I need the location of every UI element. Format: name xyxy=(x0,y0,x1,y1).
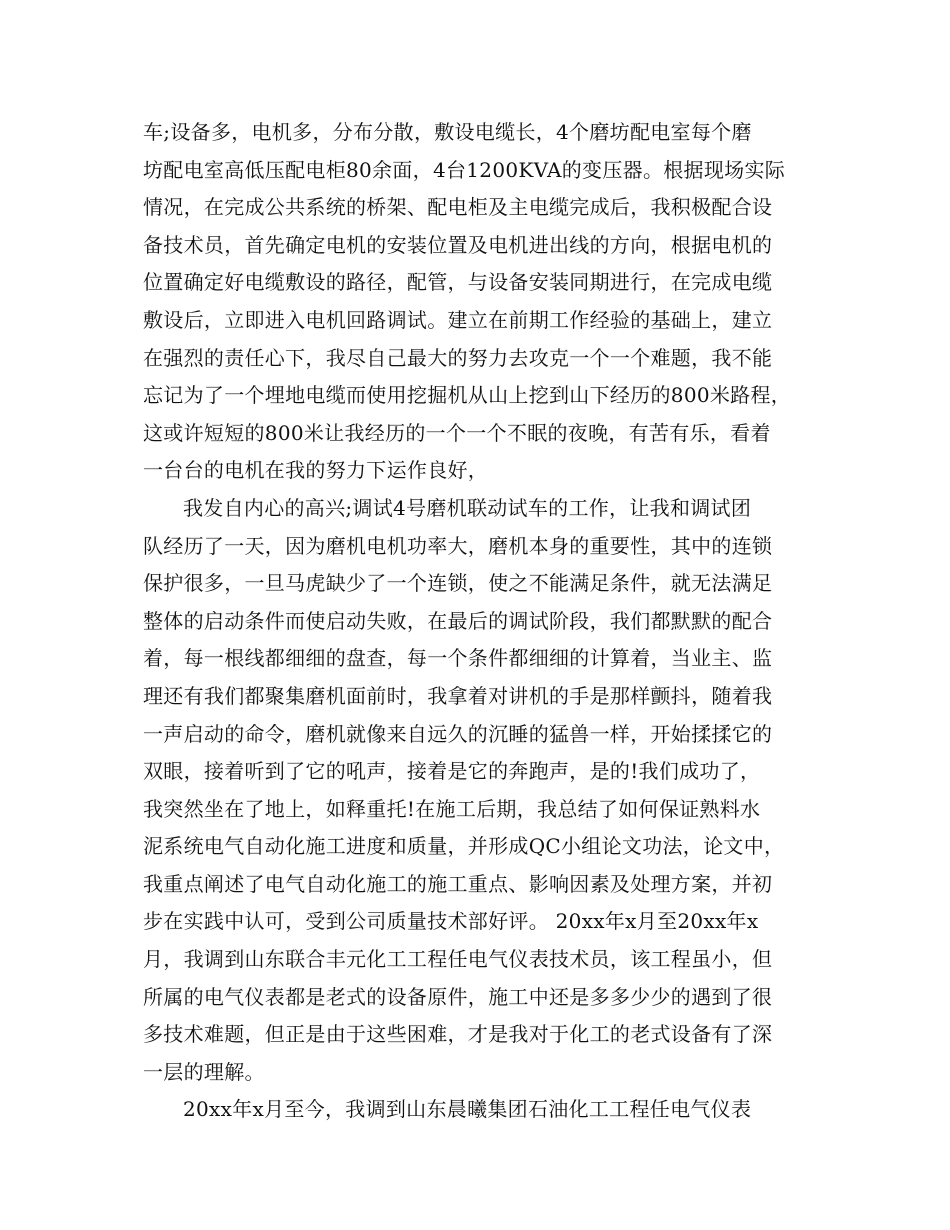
text-line: 步在实践中认可，受到公司质量技术部好评。 20xx年x月至20xx年x xyxy=(143,909,759,934)
text-line: 我突然坐在了地上，如释重托!在施工后期，我总结了如何保证熟料水 xyxy=(143,796,761,821)
paragraph-start-line: 我发自内心的高兴;调试4号磨机联动试车的工作，让我和调试团 xyxy=(183,495,752,520)
text-line: 一声启动的命令，磨机就像来自远久的沉睡的猛兽一样，开始揉揉它的 xyxy=(143,721,773,746)
text-line: 位置确定好电缆敷设的路径，配管，与设备安装同期进行，在完成电缆 xyxy=(143,270,773,295)
text-line: 在强烈的责任心下，我尽自己最大的努力去攻克一个一个难题，我不能 xyxy=(143,345,773,370)
text-line: 我重点阐述了电气自动化施工的施工重点、影响因素及处理方案，并初 xyxy=(143,871,773,896)
text-line: 理还有我们都聚集磨机面前时，我拿着对讲机的手是那样颤抖，随着我 xyxy=(143,683,773,708)
text-line: 坊配电室高低压配电柜80余面，4台1200KVA的变压器。根据现场实际 xyxy=(143,157,786,182)
text-line: 一台台的电机在我的努力下运作良好， xyxy=(143,458,489,483)
text-line: 泥系统电气自动化施工进度和质量，并形成QC小组论文功法，论文中， xyxy=(143,834,785,859)
text-line: 备技术员，首先确定电机的安装位置及电机进出线的方向，根据电机的 xyxy=(143,232,773,257)
text-line: 着，每一根线都细细的盘查，每一个条件都细细的计算着，当业主、监 xyxy=(143,646,773,671)
text-line: 保护很多，一旦马虎缺少了一个连锁，使之不能满足条件，就无法满足 xyxy=(143,571,773,596)
text-line: 多技术难题，但正是由于这些困难，才是我对于化工的老式设备有了深 xyxy=(143,1022,773,1047)
text-line: 敷设后，立即进入电机回路调试。建立在前期工作经验的基础上，建立 xyxy=(143,307,773,332)
text-line: 队经历了一天，因为磨机电机功率大，磨机本身的重要性，其中的连锁 xyxy=(143,533,773,558)
text-line: 情况，在完成公共系统的桥架、配电柜及主电缆完成后，我积极配合设 xyxy=(143,195,773,220)
paragraph-start-line: 20xx年x月至今，我调到山东晨曦集团石油化工工程任电气仪表 xyxy=(183,1097,752,1122)
text-line: 这或许短短的800米让我经历的一个一个不眠的夜晚，有苦有乐，看着 xyxy=(143,420,771,445)
text-line: 双眼，接着听到了它的吼声，接着是它的奔跑声，是的!我们成功了， xyxy=(143,759,761,784)
text-line: 月，我调到山东联合丰元化工工程任电气仪表技术员，该工程虽小，但 xyxy=(143,947,773,972)
document-body xyxy=(143,114,833,1129)
text-line: 一层的理解。 xyxy=(143,1059,265,1084)
text-line: 整体的启动条件而使启动失败，在最后的调试阶段，我们都默默的配合 xyxy=(143,608,773,633)
text-line: 忘记为了一个埋地电缆而使用挖掘机从山上挖到山下经历的800米路程， xyxy=(143,383,792,408)
text-line: 所属的电气仪表都是老式的设备原件，施工中还是多多少少的遇到了很 xyxy=(143,984,773,1009)
text-line: 车;设备多，电机多，分布分散，敷设电缆长，4个磨坊配电室每个磨 xyxy=(143,120,752,144)
